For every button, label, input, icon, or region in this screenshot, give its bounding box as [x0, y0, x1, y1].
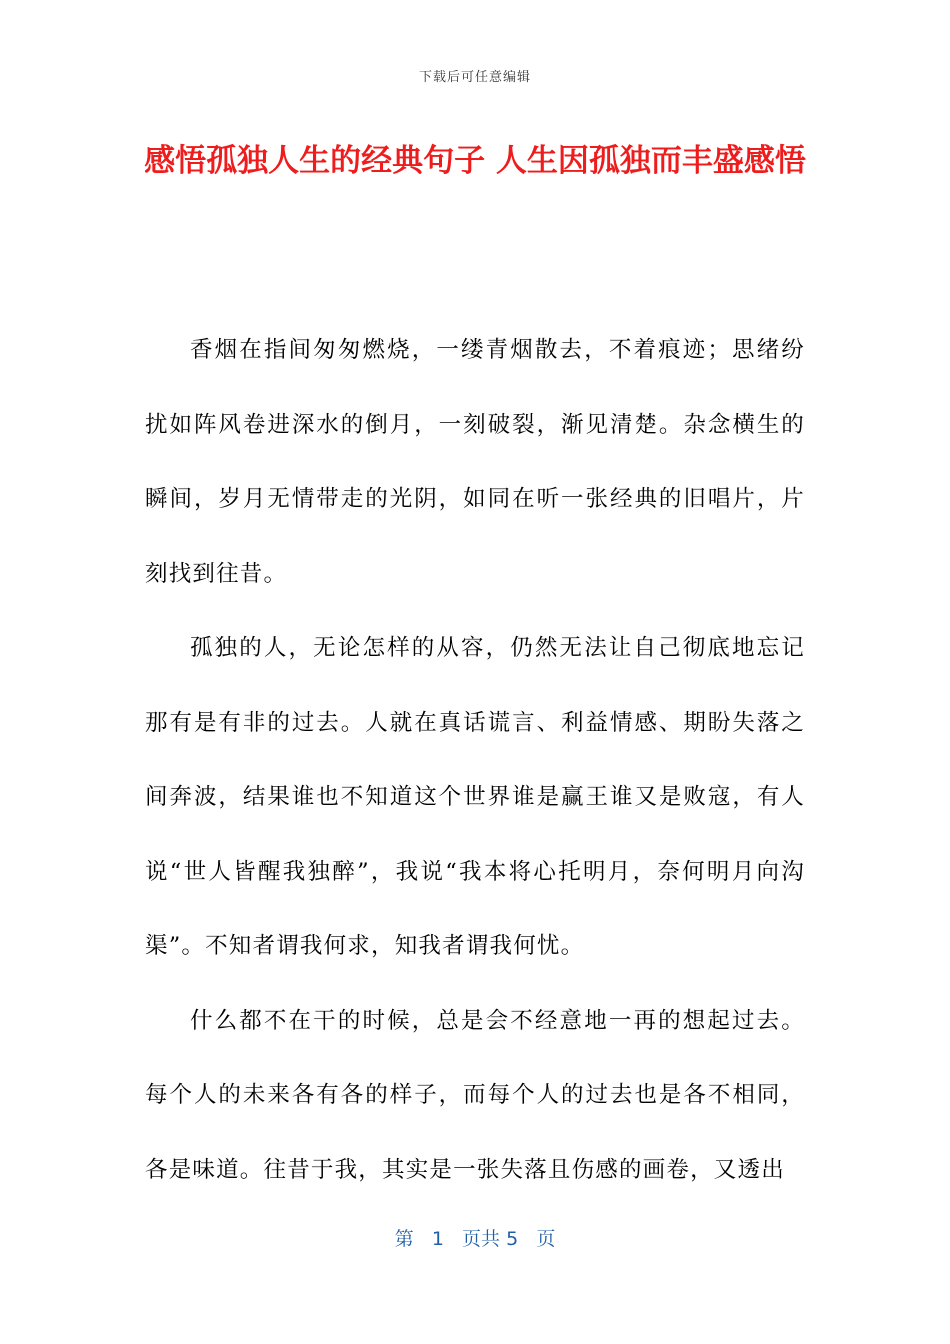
document-body: [145, 313, 805, 1207]
header-note: 下载后可任意编辑: [418, 70, 531, 85]
paragraph: 孤独的人，无论怎样的从容，仍然无法让自己彻底地忘记那有是有非的过去。人就在真话谎言、利益情感、期盼失落之间奔波，结果谁也不知道这个世界谁是赢王谁又是败寇，有人说“世人皆醒我独醉”，我说“我本将心托明月，奈何明月向沟渠”。不知者谓我何求，知我者谓我何忧。: [145, 635, 805, 959]
document-title: 感悟孤独人生的经典句子 人生因孤独而丰盛感悟: [144, 143, 806, 179]
paragraph: 什么都不在干的时候，总是会不经意地一再的想起过去。每个人的未来各有各的样子，而每个人的过去也是各不相同，各是味道。往昔于我，其实是一张失落且伤感的画卷，又透出: [145, 1007, 805, 1183]
page-prefix: 第: [394, 1228, 414, 1250]
paragraph: 香烟在指间匆匆燃烧，一缕青烟散去，不着痕迹；思绪纷扰如阵风卷进深水的倒月，一刻破裂，渐见清楚。杂念横生的瞬间，岁月无情带走的光阴，如同在听一张经典的旧唱片，片刻找到往昔。: [145, 337, 805, 587]
page-middle: 页共: [462, 1228, 501, 1250]
page-number: 1: [431, 1228, 444, 1250]
page-footer: [0, 1224, 950, 1251]
total-pages: 5: [506, 1228, 519, 1250]
page-suffix: 页: [536, 1228, 556, 1250]
